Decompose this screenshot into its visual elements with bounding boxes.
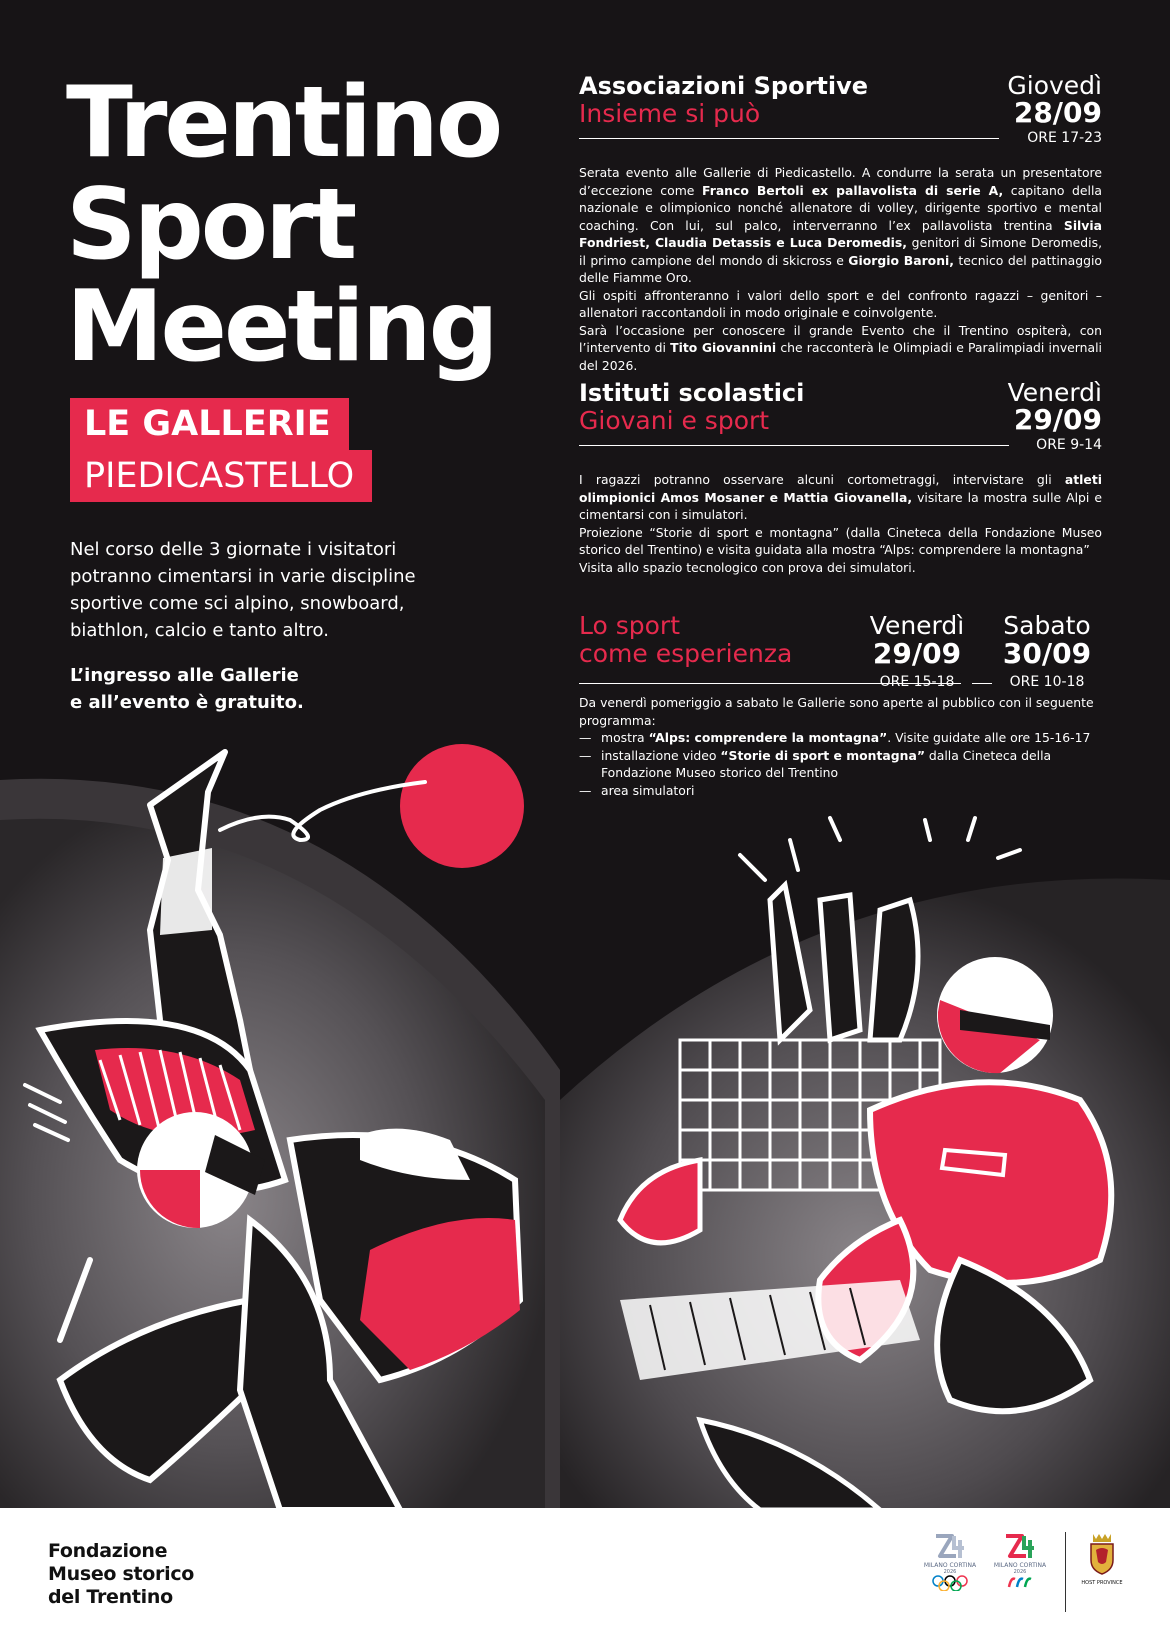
org-line-3: del Trentino — [48, 1586, 173, 1608]
day: Sabato — [1003, 611, 1091, 640]
host-caption: HOST PROVINCE — [1081, 1580, 1123, 1586]
text: I ragazzi potranno osservare alcuni cortometraggi, intervistare gli — [579, 472, 1065, 487]
date: 29/09 — [872, 637, 962, 670]
partner-logos — [919, 1532, 1124, 1622]
title-line-2: come esperienza — [579, 639, 793, 668]
olympic-logo — [919, 1532, 981, 1591]
divider — [579, 445, 1009, 446]
event-header — [579, 72, 1102, 162]
paragraph: Proiezione “Storie di sport e montagna” (dalla Cineteca della Fondazione Museo storico del Trentino) e visita guidata alla mostra “Alps: comprendere la montagna” — [579, 524, 1102, 557]
venue-line-2: PIEDICASTELLO — [70, 450, 372, 502]
poster-title — [66, 66, 536, 384]
event-title — [579, 612, 792, 668]
event-day: Venerdì — [1007, 378, 1102, 407]
organizer-name — [48, 1540, 194, 1609]
paragraph — [579, 164, 1102, 287]
event-hours: ORE 17-23 — [1027, 130, 1102, 146]
event-title: Istituti scolastici — [579, 379, 805, 407]
text: capitano della nazionale e olimpionico nonché allenatore di volley, dirigente sportivo e mental coaching. Con lui, sul palco, interverranno l’ex pallavolista trentina — [579, 182, 1102, 233]
event-header — [579, 379, 1102, 469]
text: Sarà l’occasione per conoscere il grande Evento che il Trentino ospiterà, con l’intervento di — [579, 322, 1102, 355]
trentino-coat-of-arms-icon — [1087, 1532, 1117, 1576]
intro-text: Nel corso delle 3 giornate i visitatori potranno cimentarsi in varie discipline sportive come sci alpino, snowboard, biathlon, calcio e tanto altro. — [70, 539, 416, 641]
ball — [400, 744, 524, 868]
text: visitare la mostra sulle Alpi e cimentarsi con i simulatori. — [579, 489, 1102, 522]
logo-year: 2026 — [1013, 1569, 1027, 1575]
event-title: Associazioni Sportive — [579, 72, 869, 100]
cta-line-2: e all’evento è gratuito. — [70, 692, 304, 713]
athlete-names: atleti olimpionici Amos Mosaner e Mattia Giovanella, — [579, 472, 1102, 505]
milano-cortina-olympic-logo-icon — [930, 1532, 970, 1562]
logo-caption: MILANO CORTINA — [993, 1562, 1047, 1569]
logo-divider — [1065, 1532, 1066, 1612]
org-line-2: Museo storico — [48, 1563, 195, 1585]
guest-name: Silvia Fondriest, Claudia Detassis e Luca Deromedis, — [579, 217, 1102, 250]
dash: — — [579, 730, 592, 745]
text: dalla Cineteca della Fondazione Museo storico del Trentino — [601, 747, 1052, 780]
paralympic-logo — [989, 1532, 1051, 1591]
logo-year: 2026 — [943, 1569, 957, 1575]
dash: — — [579, 747, 592, 763]
event-hours: ORE 9-14 — [1036, 437, 1102, 453]
venue-line-1: LE GALLERIE — [70, 398, 349, 450]
title-line-1: Trentino — [66, 66, 501, 180]
paragraph — [579, 322, 1102, 375]
day: Venerdì — [869, 611, 965, 640]
host-province-logo — [1080, 1532, 1124, 1586]
paragraph: Da venerdì pomeriggio a sabato le Gallerie sono aperte al pubblico con il seguente programma: — [579, 695, 1094, 728]
event-description — [579, 471, 1102, 576]
event-header — [579, 612, 1102, 692]
guest-name: Tito Giovannini — [670, 340, 777, 355]
event-day-2 — [992, 612, 1102, 691]
intro-cta — [70, 662, 450, 716]
title-line-2: Sport — [66, 168, 355, 282]
event-subtitle: Insieme si può — [579, 99, 761, 128]
event-date: 29/09 — [1013, 403, 1102, 436]
text: installazione video — [601, 747, 721, 763]
text: che racconterà le Olimpiadi e Paralimpiadi invernali del 2026. — [579, 340, 1102, 373]
guest-name: Giorgio Baroni, — [848, 252, 954, 268]
motion-lines — [740, 818, 1020, 880]
divider — [579, 138, 999, 139]
dash: — — [579, 782, 592, 798]
footer — [0, 1508, 1170, 1645]
text: . Visite guidate alle ore 15-16-17 — [887, 730, 1091, 745]
video-name: “Storie di sport e montagna” — [720, 747, 925, 763]
title-line-1: Lo sport — [579, 611, 681, 640]
event-subtitle: Giovani e sport — [579, 406, 770, 435]
exhibit-name: “Alps: comprendere la montagna” — [648, 730, 888, 745]
hours: ORE 15-18 — [879, 674, 955, 690]
title-line-3: Meeting — [66, 270, 496, 384]
sports-illustration — [0, 740, 1170, 1508]
cta-line-1: L’ingresso alle Gallerie — [70, 665, 299, 686]
paralympic-agitos-icon — [1005, 1575, 1035, 1591]
text: genitori di Simone Deromedis, il primo campione del mondo di skicross e — [579, 235, 1103, 268]
paragraph: Gli ospiti affronteranno i valori dello sport e del confronto ragazzi – genitori – allenatori raccontandoli in modo originale e coinvolgente. — [579, 287, 1102, 320]
logo-caption: MILANO CORTINA — [923, 1562, 977, 1569]
text: tecnico del pattinaggio delle Fiamme Oro. — [579, 252, 1103, 285]
venue-label — [70, 398, 372, 502]
event-istituti — [579, 379, 1102, 576]
org-line-1: Fondazione — [48, 1540, 168, 1562]
event-associazioni — [579, 72, 1102, 374]
hours: ORE 10-18 — [1009, 674, 1085, 690]
date: 30/09 — [1002, 637, 1092, 670]
item-text: area simulatori — [601, 782, 695, 798]
event-day: Giovedì — [1007, 71, 1102, 100]
event-day-1 — [862, 612, 972, 691]
paragraph — [579, 471, 1102, 524]
guest-name: Franco Bertoli ex pallavolista di serie A, — [702, 182, 1004, 198]
olympic-rings-icon — [930, 1575, 970, 1591]
divider — [972, 683, 992, 684]
event-description — [579, 164, 1102, 374]
text: Serata evento alle Gallerie di Piedicastello. A condurre la serata un presentatore d’eccezione come — [579, 165, 1102, 198]
event-date: 28/09 — [1013, 96, 1102, 129]
text: mostra — [601, 730, 649, 745]
paragraph: Visita allo spazio tecnologico con prova dei simulatori. — [579, 559, 916, 575]
milano-cortina-paralympic-logo-icon — [1000, 1532, 1040, 1562]
